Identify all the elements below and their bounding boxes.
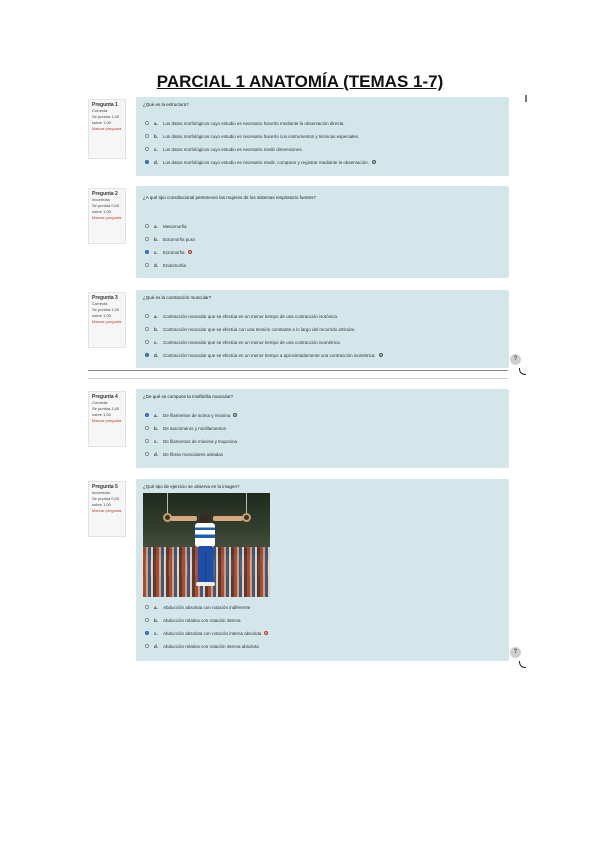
- question-panel-1: [136, 97, 509, 176]
- question-status: Incorrecta: [92, 490, 110, 495]
- radio-button[interactable]: [145, 618, 149, 622]
- page-title: PARCIAL 1 ANATOMÍA (TEMAS 1-7): [156, 72, 444, 91]
- radio-button[interactable]: [145, 134, 149, 138]
- radio-button-selected[interactable]: [145, 250, 149, 254]
- page-divider: [88, 370, 508, 371]
- cross-icon: ✕: [188, 250, 192, 254]
- radio-button[interactable]: [145, 426, 149, 430]
- question-score: Se puntúa 1,00 sobre 1,00: [92, 307, 120, 318]
- option-d[interactable]: d. De fibras musculares aisladas: [145, 450, 223, 458]
- option-d[interactable]: d. Abducción relativa con rotación interna absoluta: [145, 642, 259, 650]
- question-info-1: [88, 99, 126, 159]
- option-a[interactable]: a. De filamentos de actina y miosina ✓: [145, 411, 237, 419]
- question-status: Correcta: [92, 400, 108, 405]
- radio-button[interactable]: [145, 237, 149, 241]
- option-c[interactable]: c. Los datos morfológicos cuyo estudio es necesario medir dimensiones.: [145, 145, 303, 153]
- gymnast-on-rings-photo: [143, 493, 270, 597]
- question-text: ¿De qué se compone la miofibrilla muscular?: [143, 394, 234, 399]
- option-a[interactable]: a. Abducción absoluta con rotación indiferente: [145, 603, 250, 611]
- option-c[interactable]: c. De filamentos de miosina y troponina: [145, 437, 237, 445]
- option-d[interactable]: d. Los datos morfológicos cuyo estudio es necesario medir, comparar y registrar mediante la observación. ✓: [145, 158, 376, 166]
- question-panel-2: [136, 186, 509, 278]
- question-score: Se puntúa 1,00 sobre 1,00: [92, 114, 120, 125]
- scroll-mark: [525, 95, 527, 102]
- question-info-5: [88, 481, 126, 537]
- ring-strap: [246, 493, 247, 515]
- gymnast-arm: [213, 516, 243, 521]
- radio-button-selected[interactable]: [145, 160, 149, 164]
- option-c[interactable]: c. Ectomorfia ✕: [145, 248, 192, 256]
- radio-button[interactable]: [145, 147, 149, 151]
- question-number: Pregunta 3: [92, 295, 118, 301]
- check-icon: ✓: [379, 353, 383, 357]
- flag-question-link[interactable]: Marcar pregunta: [92, 126, 122, 131]
- question-panel-3: [136, 290, 509, 368]
- option-b[interactable]: b. Los datos morfológicos cuyo estudio es necesario hacerlo con instrumentos y técnicas especiales.: [145, 132, 359, 140]
- question-status: Incorrecta: [92, 197, 110, 202]
- radio-button[interactable]: [145, 439, 149, 443]
- radio-button[interactable]: [145, 644, 149, 648]
- page-divider: [88, 378, 508, 379]
- question-number: Pregunta 2: [92, 191, 118, 197]
- help-button[interactable]: ?: [510, 647, 521, 658]
- question-panel-4: [136, 389, 509, 468]
- radio-button[interactable]: [145, 121, 149, 125]
- option-d[interactable]: d. Contracción muscular que se efectúa en un menor tiempo a aproximadamente una contracción isométrica. ✓: [145, 351, 383, 359]
- question-number: Pregunta 5: [92, 484, 118, 490]
- help-button[interactable]: ?: [510, 354, 521, 365]
- gymnast-torso: [195, 523, 215, 547]
- page-curl-icon: [519, 368, 526, 375]
- question-info-3: [88, 292, 126, 348]
- question-panel-5: [136, 479, 509, 661]
- radio-button[interactable]: [145, 263, 149, 267]
- radio-button[interactable]: [145, 314, 149, 318]
- cross-icon: ✕: [265, 631, 268, 635]
- radio-button[interactable]: [145, 340, 149, 344]
- option-a[interactable]: a. Mesomorfia: [145, 222, 187, 230]
- radio-button-selected[interactable]: [145, 631, 149, 635]
- radio-button-selected[interactable]: [145, 413, 149, 417]
- option-c[interactable]: c. Abducción absoluta con rotación interna absoluta ✕: [145, 629, 268, 637]
- question-info-4: [88, 391, 126, 447]
- question-status: Correcta: [92, 108, 108, 113]
- option-b[interactable]: b. Abducción relativa con rotación interna: [145, 616, 241, 624]
- option-b[interactable]: b. Ectomorfia pura: [145, 235, 195, 243]
- question-score: Se puntúa 0,00 sobre 1,00: [92, 203, 120, 214]
- question-text: ¿A qué tipo constitucional pertenecen las mujeres de los sistemas respiratorio fuertes?: [143, 195, 316, 200]
- question-number: Pregunta 4: [92, 394, 118, 400]
- question-info-2: [88, 188, 126, 244]
- radio-button[interactable]: [145, 452, 149, 456]
- question-text: ¿Qué es la contracción muscular?: [143, 295, 212, 300]
- option-b[interactable]: b. De sarcómeros y miofilamentos: [145, 424, 226, 432]
- gymnastic-ring: [242, 513, 251, 522]
- radio-button-selected[interactable]: [145, 353, 149, 357]
- gymnast-arm: [170, 516, 197, 521]
- question-text: ¿Qué tipo de ejercicio se observa en la imagen?: [143, 484, 240, 489]
- gymnast-legs: [198, 546, 213, 584]
- flag-question-link[interactable]: Marcar pregunta: [92, 215, 122, 220]
- question-score: Se puntúa 1,00 sobre 1,00: [92, 406, 120, 417]
- option-a[interactable]: a. Contracción muscular que se efectúa en un menor tiempo de una contracción isotónica.: [145, 312, 338, 320]
- question-score: Se puntúa 0,00 sobre 1,00: [92, 496, 120, 507]
- question-text: ¿Qué es la estructura?: [143, 102, 189, 107]
- question-status: Correcta: [92, 301, 108, 306]
- flag-question-link[interactable]: Marcar pregunta: [92, 508, 122, 513]
- flag-question-link[interactable]: Marcar pregunta: [92, 418, 122, 423]
- check-icon: ✓: [372, 160, 376, 164]
- option-b[interactable]: b. Contracción muscular que se efectúa con una tensión constante a lo largo del recorrido articular.: [145, 325, 355, 333]
- gymnast-feet: [196, 582, 215, 586]
- ring-strap: [167, 493, 168, 515]
- radio-button[interactable]: [145, 605, 149, 609]
- check-icon: ✓: [234, 413, 237, 417]
- option-a[interactable]: a. Los datos morfológicos cuyo estudio es necesario hacerlo mediante la observación directa.: [145, 119, 345, 127]
- radio-button[interactable]: [145, 327, 149, 331]
- question-number: Pregunta 1: [92, 102, 118, 108]
- option-c[interactable]: c. Contracción muscular que se efectúa en un menor tiempo de una contracción isométrica.: [145, 338, 341, 346]
- flag-question-link[interactable]: Marcar pregunta: [92, 319, 122, 324]
- option-d[interactable]: d. Endomorfia: [145, 261, 186, 269]
- radio-button[interactable]: [145, 224, 149, 228]
- page-curl-icon: [519, 661, 526, 668]
